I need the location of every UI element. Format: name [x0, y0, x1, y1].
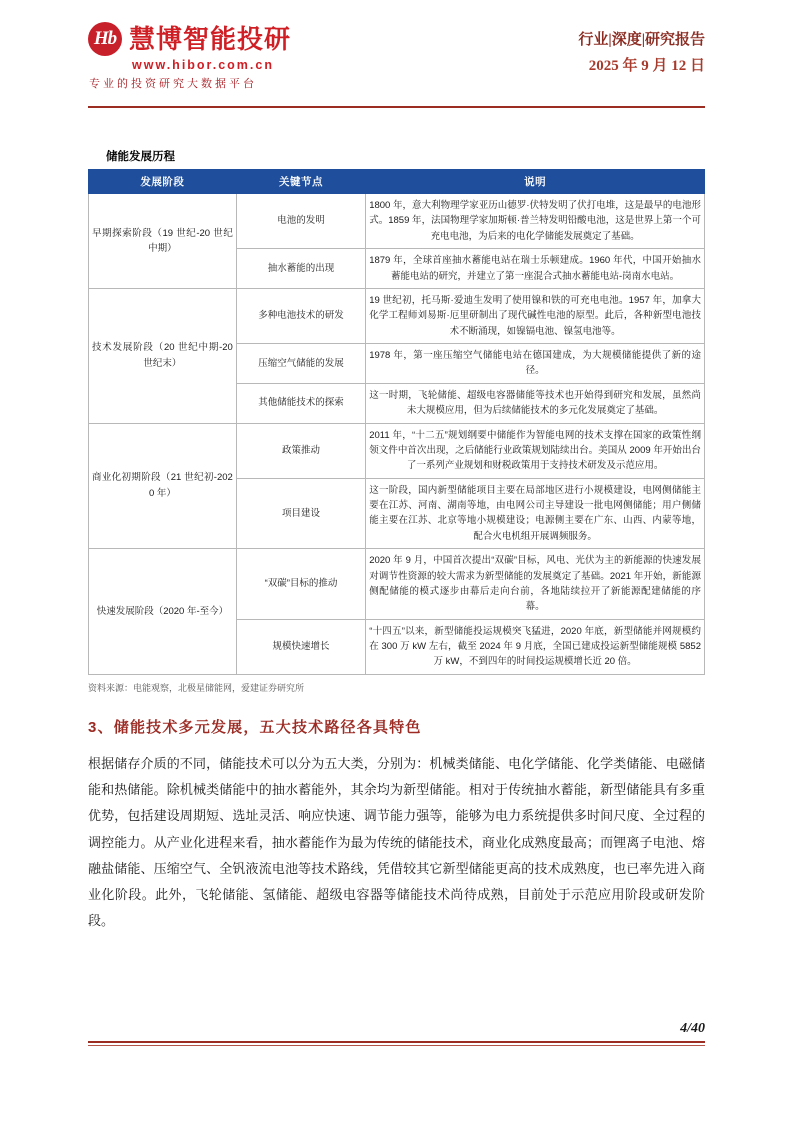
- brand-top-row: [88, 22, 388, 56]
- table-body: [89, 194, 705, 675]
- table-row: [89, 423, 705, 478]
- cell-stage: 早期探索阶段（19 世纪-20 世纪中期）: [89, 194, 237, 289]
- storage-history-table: [88, 169, 705, 675]
- cell-desc: “十四五”以来，新型储能投运规模突飞猛进，2020 年底，新型储能并网规模约在 300 万 kW 左右，截至 2024 年 9 月底，全国已建成投运新型储能规模 5852 万 kW，不到四年的时间投运规模增长近 20 倍。: [366, 619, 705, 674]
- cell-node: “双碳”目标的推动: [236, 549, 365, 620]
- column-header-stage: 发展阶段: [89, 170, 237, 194]
- table-title: 储能发展历程: [106, 151, 175, 163]
- cell-desc: 这一时期，飞轮储能、超级电容器储能等技术也开始得到研究和发展，虽然尚未大规模应用，但为后续储能技术的多元化发展奠定了基础。: [366, 383, 705, 423]
- page-number: 4/40: [680, 1021, 705, 1036]
- report-type: 行业|深度|研究报告: [578, 32, 705, 48]
- table-row: [89, 194, 705, 249]
- cell-node: 规模快速增长: [236, 619, 365, 674]
- cell-desc: 19 世纪初，托马斯·爱迪生发明了使用镍和铁的可充电电池。1957 年，加拿大化学工程师刘易斯·厄里研制出了现代碱性电池的原型。此后，各种新型电池技术不断涌现，如镍镉电池、镍氢电池等。: [366, 288, 705, 343]
- footer-divider-thick: [88, 1041, 705, 1043]
- cell-node: 电池的发明: [236, 194, 365, 249]
- column-header-desc: 说明: [366, 170, 705, 194]
- cell-node: 政策推动: [236, 423, 365, 478]
- page-header: [88, 0, 705, 100]
- cell-desc: 2011 年，“十二五”规划纲要中储能作为智能电网的技术支撑在国家的政策性纲领文件中首次出现，之后储能行业政策规划陆续出台。美国从 2009 年开始出台了一系列产业规划和财税政策用于支持技术研发及示范应用。: [366, 423, 705, 478]
- section-paragraph: 根据储存介质的不同，储能技术可以分为五大类，分别为：机械类储能、电化学储能、化学类储能、电磁储能和热储能。除机械类储能中的抽水蓄能外，其余均为新型储能。相对于传统抽水蓄能，新型储能具有多重优势，包括建设周期短、选址灵活、响应快速、调节能力强等，能够为电力系统提供多时间尺度、全过程的调控能力。从产业化进程来看，抽水蓄能作为最为传统的储能技术，商业化成熟度最高；而锂离子电池、熔融盐储能、压缩空气、全钒液流电池等技术路线，凭借较其它新型储能更高的技术成熟度，也已率先进入商业化阶段。此外，飞轮储能、氢储能、超级电容器等储能技术尚待成熟，目前处于示范应用阶段或研发阶段。: [88, 755, 705, 929]
- cell-desc: 1800 年，意大利物理学家亚历山德罗·伏特发明了伏打电堆，这是最早的电池形式。1859 年，法国物理学家加斯顿·普兰特发明铅酸电池，这是世界上第一个可充电电池，为后来的电化学储能发展奠定了基础。: [366, 194, 705, 249]
- brand-name: 慧博智能投研: [129, 24, 292, 54]
- cell-node: 其他储能技术的探索: [236, 383, 365, 423]
- cell-desc: 这一阶段，国内新型储能项目主要在局部地区进行小规模建设，电网侧储能主要在江苏、河南、湖南等地，由电网公司主导建设一批电网侧储能；用户侧储能主要在江苏、北京等地小规模建设；电源侧主要在广东、山西、内蒙等地，配合火电机组开展调频服务。: [366, 478, 705, 549]
- header-divider: [88, 106, 705, 108]
- cell-stage: 快速发展阶段（2020 年-至今）: [89, 549, 237, 675]
- table-head: [89, 170, 705, 194]
- hibor-logo-icon: Hb: [88, 22, 122, 56]
- cell-stage: 商业化初期阶段（21 世纪初-2020 年）: [89, 423, 237, 549]
- brand-website: www.hibor.com.cn: [132, 58, 274, 72]
- cell-desc: 1978 年，第一座压缩空气储能电站在德国建成，为大规模储能提供了新的途径。: [366, 344, 705, 384]
- cell-node: 项目建设: [236, 478, 365, 549]
- cell-node: 多种电池技术的研发: [236, 288, 365, 343]
- table-header-row: [89, 170, 705, 194]
- table-row: [89, 549, 705, 620]
- cell-desc: 1879 年，全球首座抽水蓄能电站在瑞士乐顿建成。1960 年代，中国开始抽水蓄能电站的研究，并建立了第一座混合式抽水蓄能电站-岗南水电站。: [366, 249, 705, 289]
- cell-node: 压缩空气储能的发展: [236, 344, 365, 384]
- section-heading: 3、储能技术多元发展，五大技术路径各具特色: [88, 718, 422, 736]
- footer-divider-thin: [88, 1045, 705, 1046]
- page-footer: [88, 1021, 705, 1046]
- cell-stage: 技术发展阶段（20 世纪中期-20 世纪末）: [89, 288, 237, 423]
- table-row: [89, 288, 705, 343]
- cell-desc: 2020 年 9 月，中国首次提出“双碳”目标，风电、光伏为主的新能源的快速发展对调节性资源的较大需求为新型储能的发展奠定了基础。2021 年开始，新能源侧配储能的模式逐步由幕后走向台前，各地陆续拉开了新能源配建储能的序幕。: [366, 549, 705, 620]
- brand-logo: [88, 22, 388, 91]
- report-meta: [578, 22, 705, 75]
- table-source: 资料来源：电能观察，北极星储能网，爱建证券研究所: [88, 682, 305, 693]
- brand-tagline: 专业的投资研究大数据平台: [89, 78, 257, 90]
- cell-node: 抽水蓄能的出现: [236, 249, 365, 289]
- column-header-node: 关键节点: [236, 170, 365, 194]
- report-date: 2025 年 9 月 12 日: [588, 58, 705, 74]
